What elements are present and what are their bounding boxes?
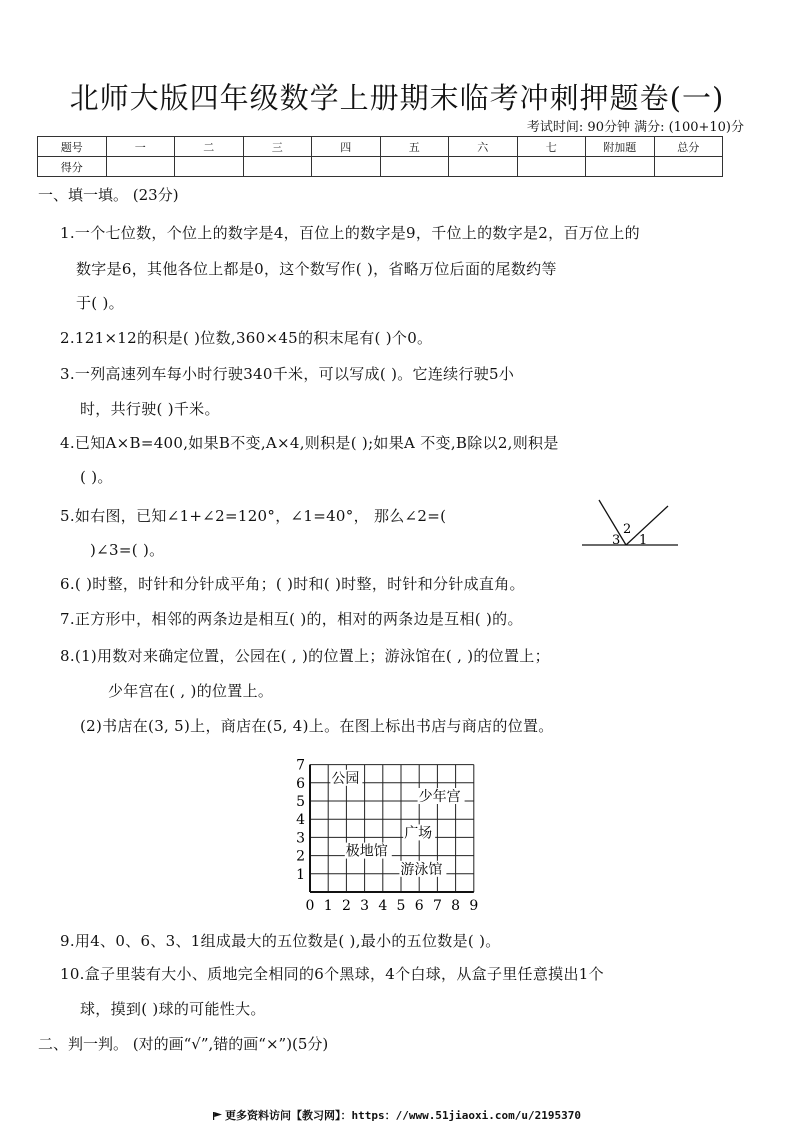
score-cell[interactable] [380,157,449,177]
table-cell: 题号 [38,137,107,157]
score-cell[interactable] [243,157,312,177]
question-10-line-1: 10.盒子里装有大小、质地完全相同的6个黑球，4个白球，从盒子里任意摸出1个 [60,965,604,983]
table-cell: 二 [175,137,244,157]
section-heading: 二、判一判。 (对的画“√”,错的画“×”)(5分) [38,1035,329,1053]
question-9: 9.用4、0、6、3、1组成最大的五位数是( ),最小的五位数是( )。 [60,932,501,950]
score-cell[interactable] [586,157,655,177]
page-title: 北师大版四年级数学上册期末临考冲刺押题卷(一) [69,81,725,115]
angle-figure [578,496,682,550]
table-cell: 七 [517,137,586,157]
y-tick-label: 7 [296,757,305,774]
question-8-line-2: 少年宫在( , )的位置上。 [108,682,274,700]
score-cell[interactable] [449,157,518,177]
question-3-line-1: 3.一列高速列车每小时行驶340千米，可以写成( )。它连续行驶5小 [60,365,515,383]
angle-label-2: 2 [623,522,632,537]
question-4-line-1: 4.已知A×B=400,如果B不变,A×4,则积是( );如果A 不变,B除以2,则积是 [60,434,559,452]
table-cell: 一 [106,137,175,157]
score-table-header-row [38,137,723,157]
x-tick-label: 0 [305,898,315,914]
coordinate-grid [290,744,510,914]
place-label: 少年宫 [418,789,461,805]
question-3-line-2: 时，共行驶( )千米。 [80,400,220,418]
table-cell: 四 [312,137,381,157]
table-cell: 三 [243,137,312,157]
question-1-line-2: 数字是6，其他各位上都是0，这个数写作( )，省略万位后面的尾数约等 [76,260,557,278]
question-4-line-2: ( )。 [80,468,113,486]
section-heading: 一、填一填。 (23分) [38,186,179,204]
question-2: 2.121×12的积是( )位数,360×45的积末尾有( )个0。 [60,329,433,347]
question-5-line-2: )∠3=( )。 [90,541,165,559]
question-6: 6.( )时整，时针和分针成平角；( )时和( )时整，时针和分针成直角。 [60,575,525,593]
x-tick-label: 2 [341,898,351,914]
y-tick-label: 4 [296,812,305,829]
exam-info: 考试时间: 90分钟 满分: (100+10)分 [526,120,744,135]
question-1-line-1: 1.一个七位数，个位上的数字是4，百位上的数字是9，千位上的数字是2，百万位上的 [60,224,640,242]
x-tick-label: 6 [414,898,424,914]
score-cell[interactable] [517,157,586,177]
x-tick-label: 1 [323,898,333,914]
table-cell: 附加题 [586,137,655,157]
question-5-line-1: 5.如右图，已知∠1+∠2=120°，∠1=40°， 那么∠2=( [60,507,447,525]
question-7: 7.正方形中，相邻的两条边是相互( )的，相对的两条边是互相( )的。 [60,610,523,628]
question-8-line-3: (2)书店在(3, 5)上，商店在(5, 4)上。在图上标出书店与商店的位置。 [80,717,554,735]
place-label: 极地馆 [345,843,388,860]
table-cell: 六 [449,137,518,157]
footer-link[interactable] [0,1107,794,1123]
footer-text: 更多资料访问【教习网】：https：//www.51jiaoxi.com/u/2195370 [224,1109,582,1122]
score-cell[interactable] [654,157,723,177]
x-tick-label: 9 [469,898,479,914]
y-tick-label: 6 [296,775,305,792]
score-cell[interactable] [175,157,244,177]
score-table [37,136,723,177]
y-tick-label: 1 [296,866,305,883]
x-tick-label: 8 [451,898,461,914]
question-1-line-3: 于( )。 [76,294,124,312]
y-tick-label: 3 [296,830,305,847]
y-tick-label: 2 [296,848,305,865]
place-label: 广场 [404,825,433,842]
flag-icon [213,1112,222,1120]
table-cell: 五 [380,137,449,157]
question-8-line-1: 8.(1)用数对来确定位置，公园在( , )的位置上；游泳馆在( , )的位置上； [60,647,550,665]
x-tick-label: 4 [378,898,388,914]
angle-label-1: 1 [639,533,648,548]
table-cell: 总分 [654,137,723,157]
angle-label-3: 3 [612,533,621,548]
score-cell[interactable] [106,157,175,177]
question-10-line-2: 球，摸到( )球的可能性大。 [80,1000,266,1018]
place-label: 游泳馆 [400,861,443,878]
table-cell: 得分 [38,157,107,177]
x-tick-label: 3 [360,898,370,914]
x-tick-label: 5 [396,898,406,914]
x-tick-label: 7 [432,898,442,914]
y-tick-label: 5 [296,794,305,810]
score-table-score-row [38,157,723,177]
place-label: 公园 [331,770,360,787]
score-cell[interactable] [312,157,381,177]
